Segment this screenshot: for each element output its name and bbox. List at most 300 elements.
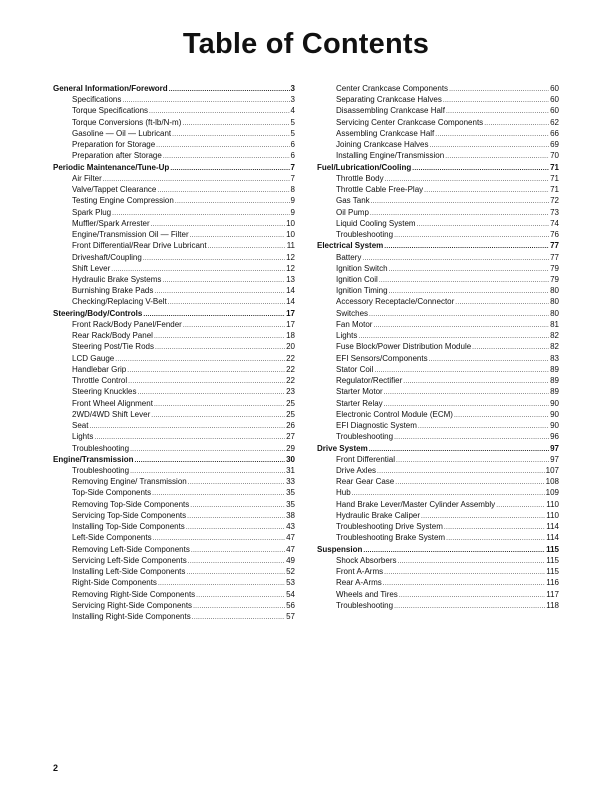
dot-leader bbox=[162, 275, 285, 286]
toc-entry bbox=[53, 577, 295, 588]
toc-entry-title: Engine/Transmission Oil — Filter bbox=[72, 230, 189, 240]
toc-page-number: 22 bbox=[286, 353, 295, 363]
toc-page-number: 8 bbox=[290, 185, 295, 195]
dot-leader bbox=[444, 522, 545, 533]
toc-entry-title: Steering Knuckles bbox=[72, 387, 137, 397]
toc-section-heading bbox=[317, 544, 559, 555]
toc-page-number: 54 bbox=[286, 589, 295, 599]
toc-entry bbox=[317, 139, 559, 150]
toc-entry-title: Fuel/Lubrication/Cooling bbox=[317, 162, 412, 172]
toc-column-right bbox=[317, 83, 559, 611]
toc-page-number: 30 bbox=[286, 454, 295, 464]
toc-page-number: 33 bbox=[286, 477, 295, 487]
toc-entry bbox=[53, 94, 295, 105]
toc-page-number: 62 bbox=[550, 117, 559, 127]
dot-leader bbox=[163, 151, 290, 162]
toc-entry-title: Hydraulic Brake Caliper bbox=[336, 510, 421, 520]
toc-entry bbox=[317, 510, 559, 521]
toc-page-number: 53 bbox=[286, 578, 295, 588]
page-number: 2 bbox=[53, 763, 59, 773]
toc-page-number: 49 bbox=[286, 555, 295, 565]
toc-entry-title: Shock Absorbers bbox=[336, 555, 397, 565]
toc-page-number: 60 bbox=[550, 106, 559, 116]
toc-entry bbox=[317, 386, 559, 397]
dot-leader bbox=[383, 578, 545, 589]
toc-entry-title: Testing Engine Compression bbox=[72, 196, 174, 206]
dot-leader bbox=[446, 533, 545, 544]
toc-entry bbox=[53, 105, 295, 116]
toc-entry-title: Separating Crankcase Halves bbox=[336, 95, 442, 105]
toc-entry bbox=[53, 555, 295, 566]
toc-entry-title: Disassembling Crankcase Half bbox=[336, 106, 445, 116]
dot-leader bbox=[396, 455, 549, 466]
dot-leader bbox=[369, 444, 549, 455]
dot-leader bbox=[379, 275, 549, 286]
toc-page-number: 10 bbox=[286, 230, 295, 240]
toc-entry-title: Fan Motor bbox=[336, 319, 373, 329]
toc-entry bbox=[53, 409, 295, 420]
toc-entry bbox=[317, 252, 559, 263]
toc-entry-title: Left-Side Components bbox=[72, 533, 152, 543]
toc-page-number: 115 bbox=[546, 544, 559, 554]
toc-entry-title: Battery bbox=[336, 252, 362, 262]
toc-entry-title: Air Filter bbox=[72, 173, 102, 183]
toc-entry-title: Drive System bbox=[317, 443, 368, 453]
toc-entry-title: Engine/Transmission bbox=[53, 454, 134, 464]
toc-entry-title: Rear Gear Case bbox=[336, 477, 395, 487]
toc-entry bbox=[53, 544, 295, 555]
toc-entry-title: Spark Plug bbox=[72, 207, 112, 217]
dot-leader bbox=[169, 84, 290, 95]
page-title: Table of Contents bbox=[182, 28, 430, 60]
toc-entry-title: Shift Lever bbox=[72, 263, 111, 273]
dot-leader bbox=[134, 455, 285, 466]
toc-entry bbox=[317, 600, 559, 611]
toc-entry-title: Lights bbox=[336, 331, 358, 341]
toc-entry bbox=[317, 150, 559, 161]
toc-page-number: 117 bbox=[546, 589, 559, 599]
toc-entry bbox=[53, 240, 295, 251]
dot-leader bbox=[445, 151, 549, 162]
toc-entry bbox=[53, 476, 295, 487]
dot-leader bbox=[394, 432, 549, 443]
toc-entry-title: Throttle Cable Free-Play bbox=[336, 185, 424, 195]
toc-entry bbox=[317, 83, 559, 94]
toc-entry bbox=[317, 341, 559, 352]
dot-leader bbox=[496, 500, 545, 511]
toc-page-number: 20 bbox=[286, 342, 295, 352]
dot-leader bbox=[157, 185, 289, 196]
toc-entry-title: Top-Side Components bbox=[72, 488, 152, 498]
toc-entry bbox=[317, 499, 559, 510]
toc-page-number: 25 bbox=[286, 409, 295, 419]
toc-entry bbox=[53, 229, 295, 240]
toc-page-number: 5 bbox=[290, 128, 295, 138]
dot-leader bbox=[429, 354, 549, 365]
toc-page-number: 110 bbox=[546, 510, 559, 520]
toc-page-number: 73 bbox=[550, 207, 559, 217]
toc-entry bbox=[53, 139, 295, 150]
toc-entry-title: Troubleshooting bbox=[72, 443, 130, 453]
toc-entry-title: Ignition Coil bbox=[336, 274, 378, 284]
dot-leader bbox=[128, 376, 285, 387]
dot-leader bbox=[384, 567, 545, 578]
toc-entry-title: Front Rack/Body Panel/Fender bbox=[72, 319, 182, 329]
toc-entry bbox=[53, 117, 295, 128]
toc-entry-title: Hub bbox=[336, 488, 351, 498]
toc-entry-title: Center Crankcase Components bbox=[336, 84, 449, 93]
toc-page-number: 10 bbox=[286, 218, 295, 228]
toc-entry-title: Troubleshooting bbox=[72, 465, 130, 475]
toc-entry-title: Assembling Crankcase Half bbox=[336, 128, 435, 138]
toc-page-number: 71 bbox=[550, 173, 559, 183]
dot-leader bbox=[151, 410, 285, 421]
toc-entry bbox=[53, 398, 295, 409]
toc-entry-title: Drive Axles bbox=[336, 465, 377, 475]
toc-page-number: 13 bbox=[286, 274, 295, 284]
dot-leader bbox=[417, 219, 549, 230]
toc-entry bbox=[53, 532, 295, 543]
toc-entry-title: Valve/Tappet Clearance bbox=[72, 185, 157, 195]
toc-entry bbox=[317, 375, 559, 386]
toc-page-number: 9 bbox=[290, 207, 295, 217]
toc-entry bbox=[53, 296, 295, 307]
toc-entry-title: Specifications bbox=[72, 95, 122, 105]
toc-page-number: 80 bbox=[550, 308, 559, 318]
toc-entry bbox=[317, 353, 559, 364]
toc-page-number: 79 bbox=[550, 274, 559, 284]
toc-page-number: 69 bbox=[550, 140, 559, 150]
dot-leader bbox=[188, 477, 285, 488]
dot-leader bbox=[192, 612, 285, 623]
dot-leader bbox=[191, 545, 285, 556]
toc-entry bbox=[317, 589, 559, 600]
toc-entry bbox=[317, 566, 559, 577]
toc-entry-title: Servicing Top-Side Components bbox=[72, 510, 187, 520]
dot-leader bbox=[183, 320, 285, 331]
toc-page-number: 7 bbox=[290, 162, 295, 172]
toc-entry bbox=[53, 184, 295, 195]
toc-page-number: 35 bbox=[286, 499, 295, 509]
toc-entry-title: Removing Top-Side Components bbox=[72, 499, 190, 509]
toc-entry-title: Electrical System bbox=[317, 241, 384, 251]
toc-entry-title: Steering/Body/Controls bbox=[53, 308, 143, 318]
toc-page-number: 22 bbox=[286, 376, 295, 386]
dot-leader bbox=[395, 477, 544, 488]
toc-page-number: 12 bbox=[286, 263, 295, 273]
dot-leader bbox=[156, 140, 289, 151]
toc-entry bbox=[53, 431, 295, 442]
toc-entry-title: Driveshaft/Coupling bbox=[72, 252, 142, 262]
dot-leader bbox=[186, 567, 285, 578]
toc-entry bbox=[317, 487, 559, 498]
toc-entry bbox=[53, 465, 295, 476]
toc-page-number: 90 bbox=[550, 398, 559, 408]
toc-page-number: 25 bbox=[286, 398, 295, 408]
toc-page-number: 82 bbox=[550, 342, 559, 352]
dot-leader bbox=[193, 601, 285, 612]
toc-entry bbox=[317, 465, 559, 476]
toc-entry-title: Seat bbox=[72, 421, 89, 431]
toc-entry bbox=[53, 420, 295, 431]
toc-entry-title: Installing Engine/Transmission bbox=[336, 151, 445, 161]
toc-page-number: 80 bbox=[550, 297, 559, 307]
toc-page-number: 4 bbox=[290, 106, 295, 116]
dot-leader bbox=[472, 342, 549, 353]
toc-page-number: 27 bbox=[286, 432, 295, 442]
toc-entry bbox=[53, 510, 295, 521]
toc-page-number: 11 bbox=[286, 241, 295, 251]
toc-entry bbox=[53, 207, 295, 218]
dot-leader bbox=[384, 241, 549, 252]
dot-leader bbox=[412, 163, 549, 174]
toc-page-number: 77 bbox=[550, 252, 559, 262]
dot-leader bbox=[397, 556, 545, 567]
toc-page-number: 77 bbox=[550, 241, 559, 251]
dot-leader bbox=[384, 387, 549, 398]
toc-entry bbox=[53, 218, 295, 229]
toc-entry-title: Handlebar Grip bbox=[72, 364, 127, 374]
toc-entry-title: Suspension bbox=[317, 544, 363, 554]
dot-leader bbox=[399, 590, 545, 601]
toc-page-number: 90 bbox=[550, 421, 559, 431]
toc-section-heading bbox=[317, 240, 559, 251]
dot-leader bbox=[435, 129, 549, 140]
toc-entry bbox=[53, 195, 295, 206]
toc-entry-title: Regulator/Rectifier bbox=[336, 376, 403, 386]
toc-entry bbox=[317, 207, 559, 218]
toc-entry-title: 2WD/4WD Shift Lever bbox=[72, 409, 151, 419]
dot-leader bbox=[394, 230, 549, 241]
toc-page-number: 60 bbox=[550, 84, 559, 93]
toc-entry-title: Removing Engine/ Transmission bbox=[72, 477, 187, 487]
dot-leader bbox=[418, 421, 549, 432]
toc-entry-title: Hydraulic Brake Systems bbox=[72, 274, 162, 284]
toc-entry bbox=[317, 285, 559, 296]
toc-page-number: 14 bbox=[286, 286, 295, 296]
toc-entry-title: Steering Post/Tie Rods bbox=[72, 342, 154, 352]
toc-page-number: 47 bbox=[286, 544, 295, 554]
toc-page-number: 114 bbox=[546, 533, 559, 543]
dot-leader bbox=[115, 354, 285, 365]
dot-leader bbox=[190, 500, 285, 511]
toc-page-number: 71 bbox=[550, 185, 559, 195]
toc-page-number: 108 bbox=[545, 477, 559, 487]
toc-entry bbox=[53, 600, 295, 611]
toc-entry-title: Troubleshooting Brake System bbox=[336, 533, 446, 543]
dot-leader bbox=[454, 410, 549, 421]
toc-entry-title: Rear Rack/Body Panel bbox=[72, 331, 153, 341]
toc-entry-title: Preparation after Storage bbox=[72, 151, 162, 161]
toc-entry bbox=[53, 589, 295, 600]
toc-page-number: 35 bbox=[286, 488, 295, 498]
dot-leader bbox=[170, 163, 289, 174]
dot-leader bbox=[449, 84, 549, 95]
toc-page-number: 96 bbox=[550, 432, 559, 442]
dot-leader bbox=[208, 241, 286, 252]
toc-entry-title: Torque Conversions (ft-lb/N-m) bbox=[72, 117, 182, 127]
toc-page-number: 97 bbox=[550, 454, 559, 464]
toc-page-number: 89 bbox=[550, 376, 559, 386]
dot-leader bbox=[137, 387, 285, 398]
dot-leader bbox=[187, 511, 285, 522]
dot-leader bbox=[188, 556, 285, 567]
toc-page-number: 5 bbox=[290, 117, 295, 127]
toc-entry-title: Removing Left-Side Components bbox=[72, 544, 190, 554]
toc-entry bbox=[317, 128, 559, 139]
toc-entry bbox=[317, 577, 559, 588]
toc-entry-title: EFI Sensors/Components bbox=[336, 353, 428, 363]
toc-entry bbox=[53, 252, 295, 263]
toc-entry bbox=[53, 150, 295, 161]
toc-entry-title: Periodic Maintenance/Tune-Up bbox=[53, 162, 170, 172]
dot-leader bbox=[130, 444, 285, 455]
toc-entry bbox=[317, 184, 559, 195]
dot-leader bbox=[484, 118, 549, 129]
toc-page-number: 52 bbox=[286, 567, 295, 577]
toc-entry bbox=[317, 521, 559, 532]
toc-entry-title: Muffler/Spark Arrester bbox=[72, 218, 150, 228]
toc-page-number: 118 bbox=[546, 600, 559, 610]
toc-entry-title: Front Wheel Alignment bbox=[72, 398, 153, 408]
toc-page-number: 110 bbox=[546, 499, 559, 509]
toc-entry bbox=[317, 308, 559, 319]
toc-entry-title: Stator Coil bbox=[336, 364, 374, 374]
toc-entry bbox=[317, 409, 559, 420]
toc-page-number: 6 bbox=[290, 140, 295, 150]
toc-entry-title: Troubleshooting bbox=[336, 230, 394, 240]
toc-page-number: 90 bbox=[550, 409, 559, 419]
toc-entry-title: Ignition Switch bbox=[336, 263, 388, 273]
dot-leader bbox=[154, 331, 285, 342]
toc-entry-title: Installing Top-Side Components bbox=[72, 522, 185, 532]
toc-page-number: 115 bbox=[546, 555, 559, 565]
toc-entry-title: Right-Side Components bbox=[72, 578, 157, 588]
toc-entry bbox=[53, 611, 295, 622]
toc-entry bbox=[317, 173, 559, 184]
toc-entry-title: Front Differential bbox=[336, 454, 395, 464]
dot-leader bbox=[168, 297, 285, 308]
dot-leader bbox=[394, 601, 545, 612]
dot-leader bbox=[403, 376, 549, 387]
toc-entry bbox=[53, 499, 295, 510]
toc-entry-title: Installing Left-Side Components bbox=[72, 567, 186, 577]
toc-page-number: 114 bbox=[546, 522, 559, 532]
toc-page-number: 107 bbox=[545, 465, 559, 475]
toc-entry-title: Gas Tank bbox=[336, 196, 370, 206]
toc-entry-title: Servicing Center Crankcase Components bbox=[336, 117, 484, 127]
toc-page-number: 81 bbox=[550, 319, 559, 329]
toc-entry bbox=[317, 431, 559, 442]
toc-entry-title: Torque Specifications bbox=[72, 106, 149, 116]
toc-entry bbox=[317, 398, 559, 409]
toc-page-number: 3 bbox=[290, 95, 295, 105]
dot-leader bbox=[154, 399, 285, 410]
toc-entry-title: Servicing Left-Side Components bbox=[72, 555, 187, 565]
dot-leader bbox=[455, 297, 549, 308]
toc-entry bbox=[53, 285, 295, 296]
toc-page-number: 22 bbox=[286, 364, 295, 374]
toc-entry bbox=[317, 555, 559, 566]
toc-page-number: 80 bbox=[550, 286, 559, 296]
toc-entry bbox=[53, 330, 295, 341]
toc-entry-title: Troubleshooting bbox=[336, 432, 394, 442]
toc-entry bbox=[53, 386, 295, 397]
toc-page-number: 115 bbox=[546, 567, 559, 577]
dot-leader bbox=[182, 118, 289, 129]
toc-page-number: 38 bbox=[286, 510, 295, 520]
dot-leader bbox=[389, 264, 550, 275]
toc-section-heading bbox=[53, 454, 295, 465]
toc-section-heading bbox=[53, 83, 295, 94]
toc-entry bbox=[317, 94, 559, 105]
dot-leader bbox=[373, 320, 549, 331]
dot-leader bbox=[443, 95, 549, 106]
toc-entry bbox=[317, 105, 559, 116]
dot-leader bbox=[369, 309, 549, 320]
toc-page-number: 43 bbox=[286, 522, 295, 532]
toc-entry bbox=[53, 364, 295, 375]
toc-entry bbox=[317, 263, 559, 274]
toc-entry bbox=[317, 420, 559, 431]
toc-entry bbox=[317, 229, 559, 240]
toc-page-number: 79 bbox=[550, 263, 559, 273]
toc-page-number: 70 bbox=[550, 151, 559, 161]
toc-entry bbox=[317, 274, 559, 285]
toc-page-number: 82 bbox=[550, 331, 559, 341]
toc-page-number: 76 bbox=[550, 230, 559, 240]
toc-entry-title: Lights bbox=[72, 432, 94, 442]
toc-entry bbox=[53, 353, 295, 364]
toc-entry bbox=[53, 274, 295, 285]
toc-entry-title: Rear A-Arms bbox=[336, 578, 382, 588]
toc-page-number: 97 bbox=[550, 443, 559, 453]
toc-page-number: 89 bbox=[550, 364, 559, 374]
toc-page-number: 23 bbox=[286, 387, 295, 397]
toc-entry-title: EFI Diagnostic System bbox=[336, 421, 417, 431]
toc-entry bbox=[53, 443, 295, 454]
toc-entry-title: Fuse Block/Power Distribution Module bbox=[336, 342, 472, 352]
toc-entry-title: Joining Crankcase Halves bbox=[336, 140, 429, 150]
toc-entry-title: Switches bbox=[336, 308, 369, 318]
dot-leader bbox=[155, 342, 285, 353]
toc-page-number: 26 bbox=[286, 421, 295, 431]
toc-entry bbox=[53, 128, 295, 139]
toc-page-number: 72 bbox=[550, 196, 559, 206]
toc-entry bbox=[53, 263, 295, 274]
toc-page-number: 12 bbox=[286, 252, 295, 262]
toc-entry bbox=[317, 532, 559, 543]
toc-entry bbox=[53, 173, 295, 184]
toc-page-number: 57 bbox=[286, 612, 295, 622]
toc-entry-title: Throttle Body bbox=[336, 173, 384, 183]
toc-page-number: 74 bbox=[550, 218, 559, 228]
dot-leader bbox=[127, 365, 285, 376]
toc-entry-title: Accessory Receptacle/Connector bbox=[336, 297, 455, 307]
toc-page-number: 17 bbox=[286, 319, 295, 329]
toc-entry-title: Liquid Cooling System bbox=[336, 218, 416, 228]
dot-leader bbox=[424, 185, 549, 196]
dot-leader bbox=[154, 286, 285, 297]
toc-entry-title: Ignition Timing bbox=[336, 286, 388, 296]
toc-entry-title: Starter Motor bbox=[336, 387, 383, 397]
toc-entry-title: Checking/Replacing V-Belt bbox=[72, 297, 167, 307]
toc-entry-title: Preparation for Storage bbox=[72, 140, 156, 150]
toc-entry bbox=[317, 117, 559, 128]
toc-entry-title: Starter Relay bbox=[336, 398, 383, 408]
toc-page-number: 17 bbox=[286, 308, 295, 318]
toc-entry-title: Troubleshooting Drive System bbox=[336, 522, 443, 532]
